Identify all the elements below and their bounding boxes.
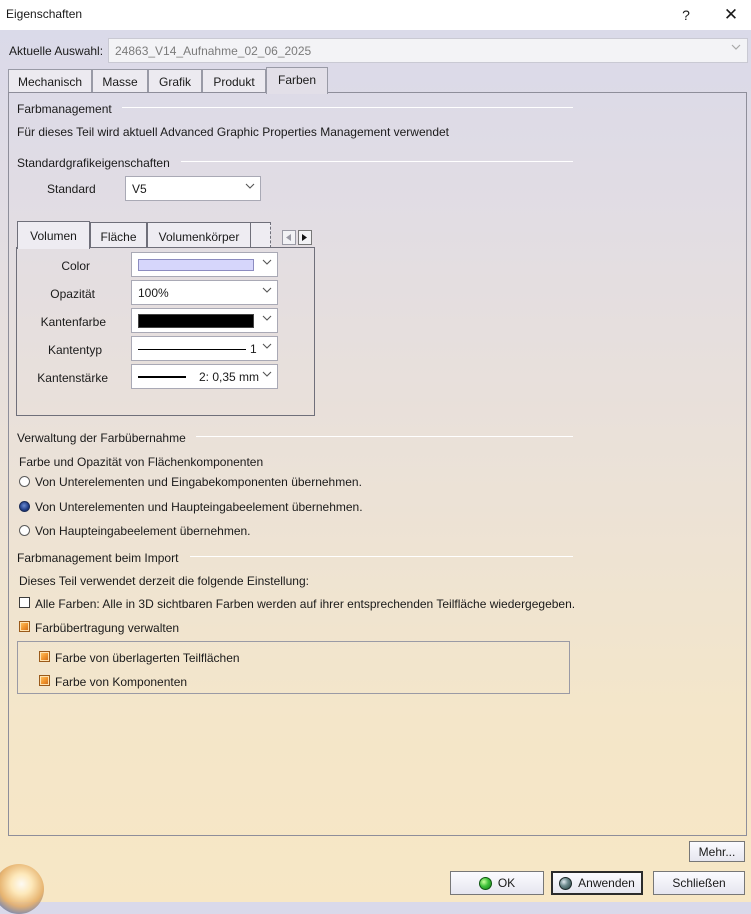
radio-option-2[interactable] xyxy=(19,501,30,512)
chevron-down-icon xyxy=(245,181,255,191)
import-info: Dieses Teil verwendet derzeit die folgende Einstellung: xyxy=(19,574,309,588)
edge-width-value: 2: 0,35 mm xyxy=(199,370,260,384)
color-swatch xyxy=(138,259,254,271)
color-transfer-checkbox[interactable] xyxy=(19,621,30,632)
separator xyxy=(190,556,573,557)
apply-label: Anwenden xyxy=(578,876,635,890)
close-window-button[interactable]: ✕ xyxy=(723,5,739,24)
close-label: Schließen xyxy=(672,876,726,890)
all-colors-checkbox[interactable] xyxy=(19,597,30,608)
radio-option-2-label: Von Unterelementen und Haupteingabeelement übernehmen. xyxy=(35,500,363,514)
tab-masse[interactable]: Masse xyxy=(92,69,148,93)
title-bar xyxy=(0,0,751,30)
tab-mechanisch[interactable]: Mechanisch xyxy=(8,69,92,93)
chevron-down-icon xyxy=(262,369,272,379)
scroll-left-button[interactable] xyxy=(282,230,296,245)
overlaid-faces-checkbox[interactable] xyxy=(39,651,50,662)
color-combo[interactable] xyxy=(131,252,278,277)
subtab-flaeche[interactable]: Fläche xyxy=(90,222,147,248)
farbmanagement-title: Farbmanagement xyxy=(17,102,112,116)
components-checkbox[interactable] xyxy=(39,675,50,686)
radio-option-3[interactable] xyxy=(19,525,30,536)
edge-type-label: Kantentyp xyxy=(47,343,102,357)
separator xyxy=(122,107,573,108)
radio-option-3-label: Von Haupteingabeelement übernehmen. xyxy=(35,524,251,538)
decorative-orb xyxy=(0,864,44,914)
overlaid-faces-label: Farbe von überlagerten Teilflächen xyxy=(55,651,240,665)
standard-combo[interactable] xyxy=(125,176,261,201)
current-selection-combo[interactable] xyxy=(108,38,748,63)
triangle-right-icon xyxy=(302,234,308,241)
more-button[interactable] xyxy=(689,841,745,862)
color-transfer-label: Farbübertragung verwalten xyxy=(35,621,180,635)
apply-ball-icon xyxy=(559,877,572,890)
edge-type-value: 1 xyxy=(250,342,257,356)
scroll-right-button[interactable] xyxy=(298,230,312,245)
all-colors-label: Alle Farben: Alle in 3D sichtbaren Farben werden auf ihrer entsprechenden Teilfläche wiedergegeben. xyxy=(35,597,576,611)
standard-properties-title: Standardgrafikeigenschaften xyxy=(17,156,170,170)
import-title: Farbmanagement beim Import xyxy=(17,551,179,565)
radio-option-1[interactable] xyxy=(19,476,30,487)
edge-type-combo[interactable] xyxy=(131,336,278,361)
ok-label: OK xyxy=(497,876,516,890)
color-label: Color xyxy=(61,259,90,273)
chevron-down-icon xyxy=(262,313,272,323)
subtab-volumen[interactable]: Volumen xyxy=(17,221,90,249)
opacity-label: Opazität xyxy=(50,287,95,301)
opacity-combo[interactable] xyxy=(131,280,278,305)
help-button[interactable]: ? xyxy=(682,7,690,23)
farbmanagement-info: Für dieses Teil wird aktuell Advanced Graphic Properties Management verwendet xyxy=(17,125,449,139)
edge-color-label: Kantenfarbe xyxy=(40,315,106,329)
ok-button[interactable] xyxy=(450,871,544,895)
chevron-down-icon xyxy=(731,42,741,55)
separator xyxy=(181,161,573,162)
window-title: Eigenschaften xyxy=(6,7,83,21)
subtab-overflow xyxy=(251,222,271,248)
inheritance-title: Verwaltung der Farbübernahme xyxy=(17,431,186,445)
inheritance-subtitle: Farbe und Opazität von Flächenkomponenten xyxy=(19,455,264,469)
more-label: Mehr... xyxy=(698,844,736,859)
current-selection-label: Aktuelle Auswahl: xyxy=(9,44,104,58)
standard-value: V5 xyxy=(132,182,147,196)
current-selection-value: 24863_V14_Aufnahme_02_06_2025 xyxy=(115,44,312,58)
tab-produkt[interactable]: Produkt xyxy=(202,69,266,93)
subtab-volumenkoerper[interactable]: Volumenkörper xyxy=(147,222,251,248)
triangle-left-icon xyxy=(286,234,292,241)
line-sample-icon xyxy=(138,349,246,350)
components-label: Farbe von Komponenten xyxy=(55,675,188,689)
apply-button[interactable] xyxy=(551,871,643,895)
opacity-value: 100% xyxy=(138,286,169,300)
edge-color-swatch xyxy=(138,314,254,328)
edge-width-label: Kantenstärke xyxy=(37,371,108,385)
edge-width-combo[interactable] xyxy=(131,364,278,389)
separator xyxy=(196,436,573,437)
chevron-down-icon xyxy=(262,285,272,295)
line-sample-icon xyxy=(138,376,186,378)
radio-option-1-label: Von Unterelementen und Eingabekomponenten übernehmen. xyxy=(35,475,362,489)
tab-farben[interactable]: Farben xyxy=(266,67,328,94)
tab-grafik[interactable]: Grafik xyxy=(148,69,202,93)
chevron-down-icon xyxy=(262,341,272,351)
edge-color-combo[interactable] xyxy=(131,308,278,333)
standard-label: Standard xyxy=(47,182,96,196)
green-ball-icon xyxy=(479,877,492,890)
chevron-down-icon xyxy=(262,257,272,267)
close-button[interactable] xyxy=(653,871,745,895)
